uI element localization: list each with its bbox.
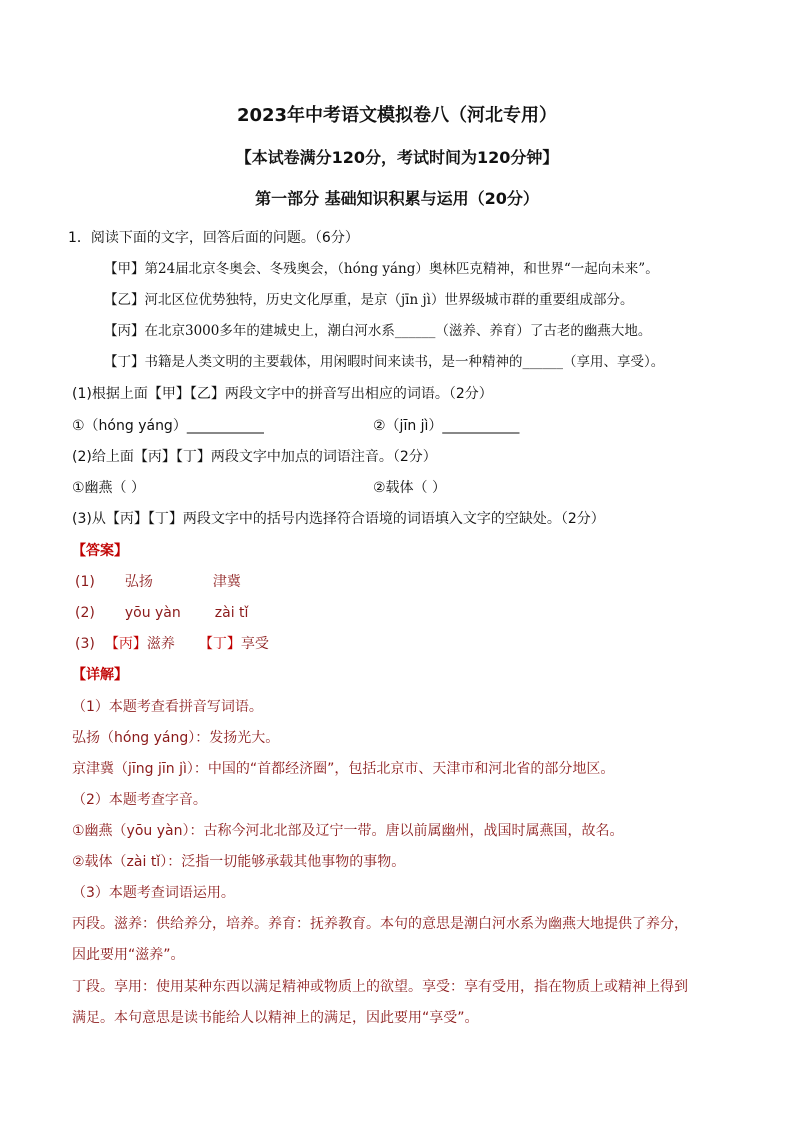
explanation-line: （3）本题考查词语运用。 bbox=[72, 885, 235, 901]
sub-question-2: (2)给上面【丙】【丁】两段文字中加点的词语注音。（2分） bbox=[72, 449, 437, 465]
answer-1-word-1: 弘扬 bbox=[124, 574, 153, 590]
question-stem: 1．阅读下面的文字，回答后面的问题。（6分） bbox=[68, 230, 359, 246]
explanation-line: 京津冀（jīng jīn jì）：中国的“首都经济圈”，包括北京市、天津市和河北省的部分地区。 bbox=[72, 761, 615, 777]
answer-3-number: (3) bbox=[75, 636, 95, 652]
explanation-line: （2）本题考查字音。 bbox=[72, 792, 207, 808]
answer-3-tag-ding: 【丁】 bbox=[198, 636, 241, 652]
answer-2-word-1: yōu yàn bbox=[124, 605, 181, 621]
answer-1-word-2: 津冀 bbox=[212, 574, 241, 590]
answer-3-word-1: 滋养 bbox=[146, 636, 175, 652]
sub-question-1: (1)根据上面【甲】【乙】两段文字中的拼音写出相应的词语。（2分） bbox=[72, 386, 493, 402]
passage-jia: 【甲】第24届北京冬奥会、冬残奥会，（hóng yáng）奥林匹克精神，和世界“一起向未来”。 bbox=[104, 261, 659, 277]
answer-3-word-2: 享受 bbox=[240, 636, 269, 652]
explanation-line: 满足。本句意思是读书能给人以精神上的满足，因此要用“享受”。 bbox=[72, 1010, 479, 1026]
sub-question-1-blank-b: ②（jīn jì）___________ bbox=[373, 418, 520, 434]
answer-3-tag-bing: 【丙】 bbox=[104, 636, 147, 652]
sub-question-3: (3)从【丙】【丁】两段文字中的括号内选择符合语境的词语填入文字的空缺处。（2分） bbox=[72, 511, 605, 527]
explanation-line: 丁段。享用：使用某种东西以满足精神或物质上的欲望。享受：享有受用，指在物质上或精神上得到 bbox=[72, 979, 688, 995]
answer-1-number: (1) bbox=[75, 574, 95, 590]
answer-2-number: (2) bbox=[75, 605, 95, 621]
answer-label: 【答案】 bbox=[72, 543, 128, 559]
sub-question-2-blank-a: ①幽燕（ ） bbox=[72, 480, 146, 496]
explanation-label: 【详解】 bbox=[72, 667, 128, 683]
explanation-line: ①幽燕（yōu yàn）：古称今河北北部及辽宁一带。唐以前属幽州，战国时属燕国，故名。 bbox=[72, 823, 624, 839]
explanation-line: 因此要用“滋养”。 bbox=[72, 947, 185, 963]
answer-row-2 bbox=[75, 603, 248, 623]
sub-question-1-blank-a: ①（hóng yáng）___________ bbox=[72, 418, 264, 434]
exam-info: 【本试卷满分120分，考试时间为120分钟】 bbox=[235, 148, 559, 167]
explanation-line: 丙段。滋养：供给养分，培养。养育：抚养教育。本句的意思是潮白河水系为幽燕大地提供了养分， bbox=[72, 916, 688, 932]
passage-yi: 【乙】河北区位优势独特，历史文化厚重，是京（jīn jì）世界级城市群的重要组成部分。 bbox=[104, 292, 634, 308]
answer-row-3 bbox=[75, 634, 269, 654]
answer-row-1 bbox=[75, 572, 241, 592]
explanation-line: 弘扬（hóng yáng）：发扬光大。 bbox=[72, 730, 280, 746]
explanation-line: （1）本题考查看拼音写词语。 bbox=[72, 699, 263, 715]
passage-bing: 【丙】在北京3000多年的建城史上，潮白河水系______（滋养、养育）了古老的幽燕大地。 bbox=[104, 323, 652, 339]
section-heading: 第一部分 基础知识积累与运用（20分） bbox=[255, 189, 539, 208]
explanation-line: ②载体（zài tǐ）：泛指一切能够承载其他事物的事物。 bbox=[72, 854, 406, 870]
sub-question-2-blank-b: ②载体（ ） bbox=[373, 480, 447, 496]
exam-title: 2023年中考语文模拟卷八（河北专用） bbox=[236, 105, 558, 126]
passage-ding: 【丁】书籍是人类文明的主要载体，用闲暇时间来读书，是一种精神的______（享用、享受）。 bbox=[104, 354, 665, 370]
answer-2-word-2: zài tǐ bbox=[214, 605, 249, 621]
